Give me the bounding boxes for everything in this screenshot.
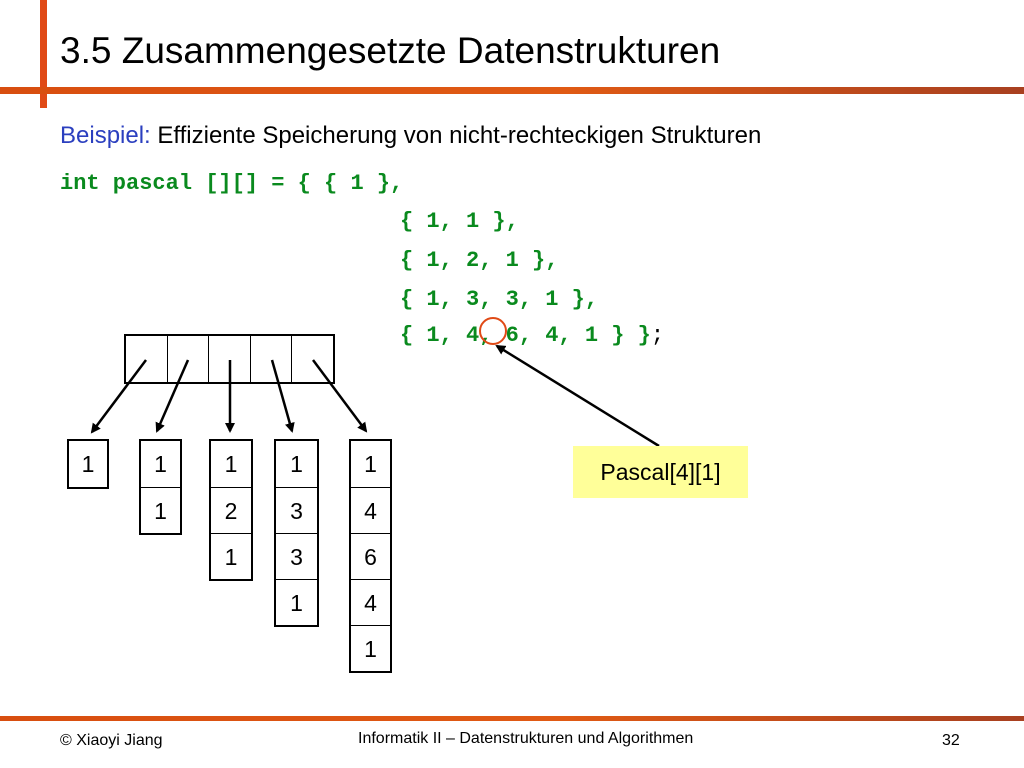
array-cell: 1	[141, 487, 180, 533]
array-cell: 1	[81, 451, 95, 477]
array-cell: 1	[211, 533, 251, 579]
code-line-5-text: { 1, 4, 6, 4, 1 } }	[400, 323, 651, 348]
array-cell: 2	[211, 487, 251, 533]
array-cell: 1	[154, 451, 167, 477]
code-line-1: int pascal [][] = { { 1 },	[60, 171, 404, 196]
array-cell: 1	[276, 579, 317, 625]
code-line-3: { 1, 2, 1 },	[400, 248, 559, 273]
arrow-to-row-4	[313, 360, 366, 431]
footer-course: Informatik II – Datenstrukturen und Algorithmen	[358, 730, 694, 747]
callout-label: Pascal[4][1]	[573, 446, 748, 498]
slide-title: 3.5 Zusammengesetzte Datenstrukturen	[60, 30, 721, 71]
array-cell: 6	[351, 533, 390, 579]
subtitle-label: Beispiel:	[60, 122, 151, 149]
footer-copyright: © Xiaoyi Jiang	[60, 732, 163, 749]
array-cell: 4	[351, 579, 390, 625]
arrow-to-row-1	[157, 360, 188, 431]
array-cell: 1	[364, 451, 377, 477]
array-cell: 3	[276, 487, 317, 533]
page-number: 32	[942, 732, 960, 749]
subtitle-text: Effiziente Speicherung von nicht-rechteckigen Strukturen	[150, 122, 762, 149]
array-cell: 4	[351, 487, 390, 533]
array-cell: 1	[224, 451, 238, 477]
code-line-2: { 1, 1 },	[400, 209, 519, 234]
array-cell: 1	[290, 451, 303, 477]
array-cell: 1	[351, 625, 390, 671]
code-semicolon: ;	[650, 323, 665, 348]
array-cell: 3	[276, 533, 317, 579]
footer-accent-bar	[0, 716, 1024, 721]
callout-arrow	[497, 346, 659, 446]
arrow-to-row-3	[272, 360, 292, 431]
arrow-to-row-0	[92, 360, 146, 432]
code-line-4: { 1, 3, 3, 1 },	[400, 287, 599, 312]
